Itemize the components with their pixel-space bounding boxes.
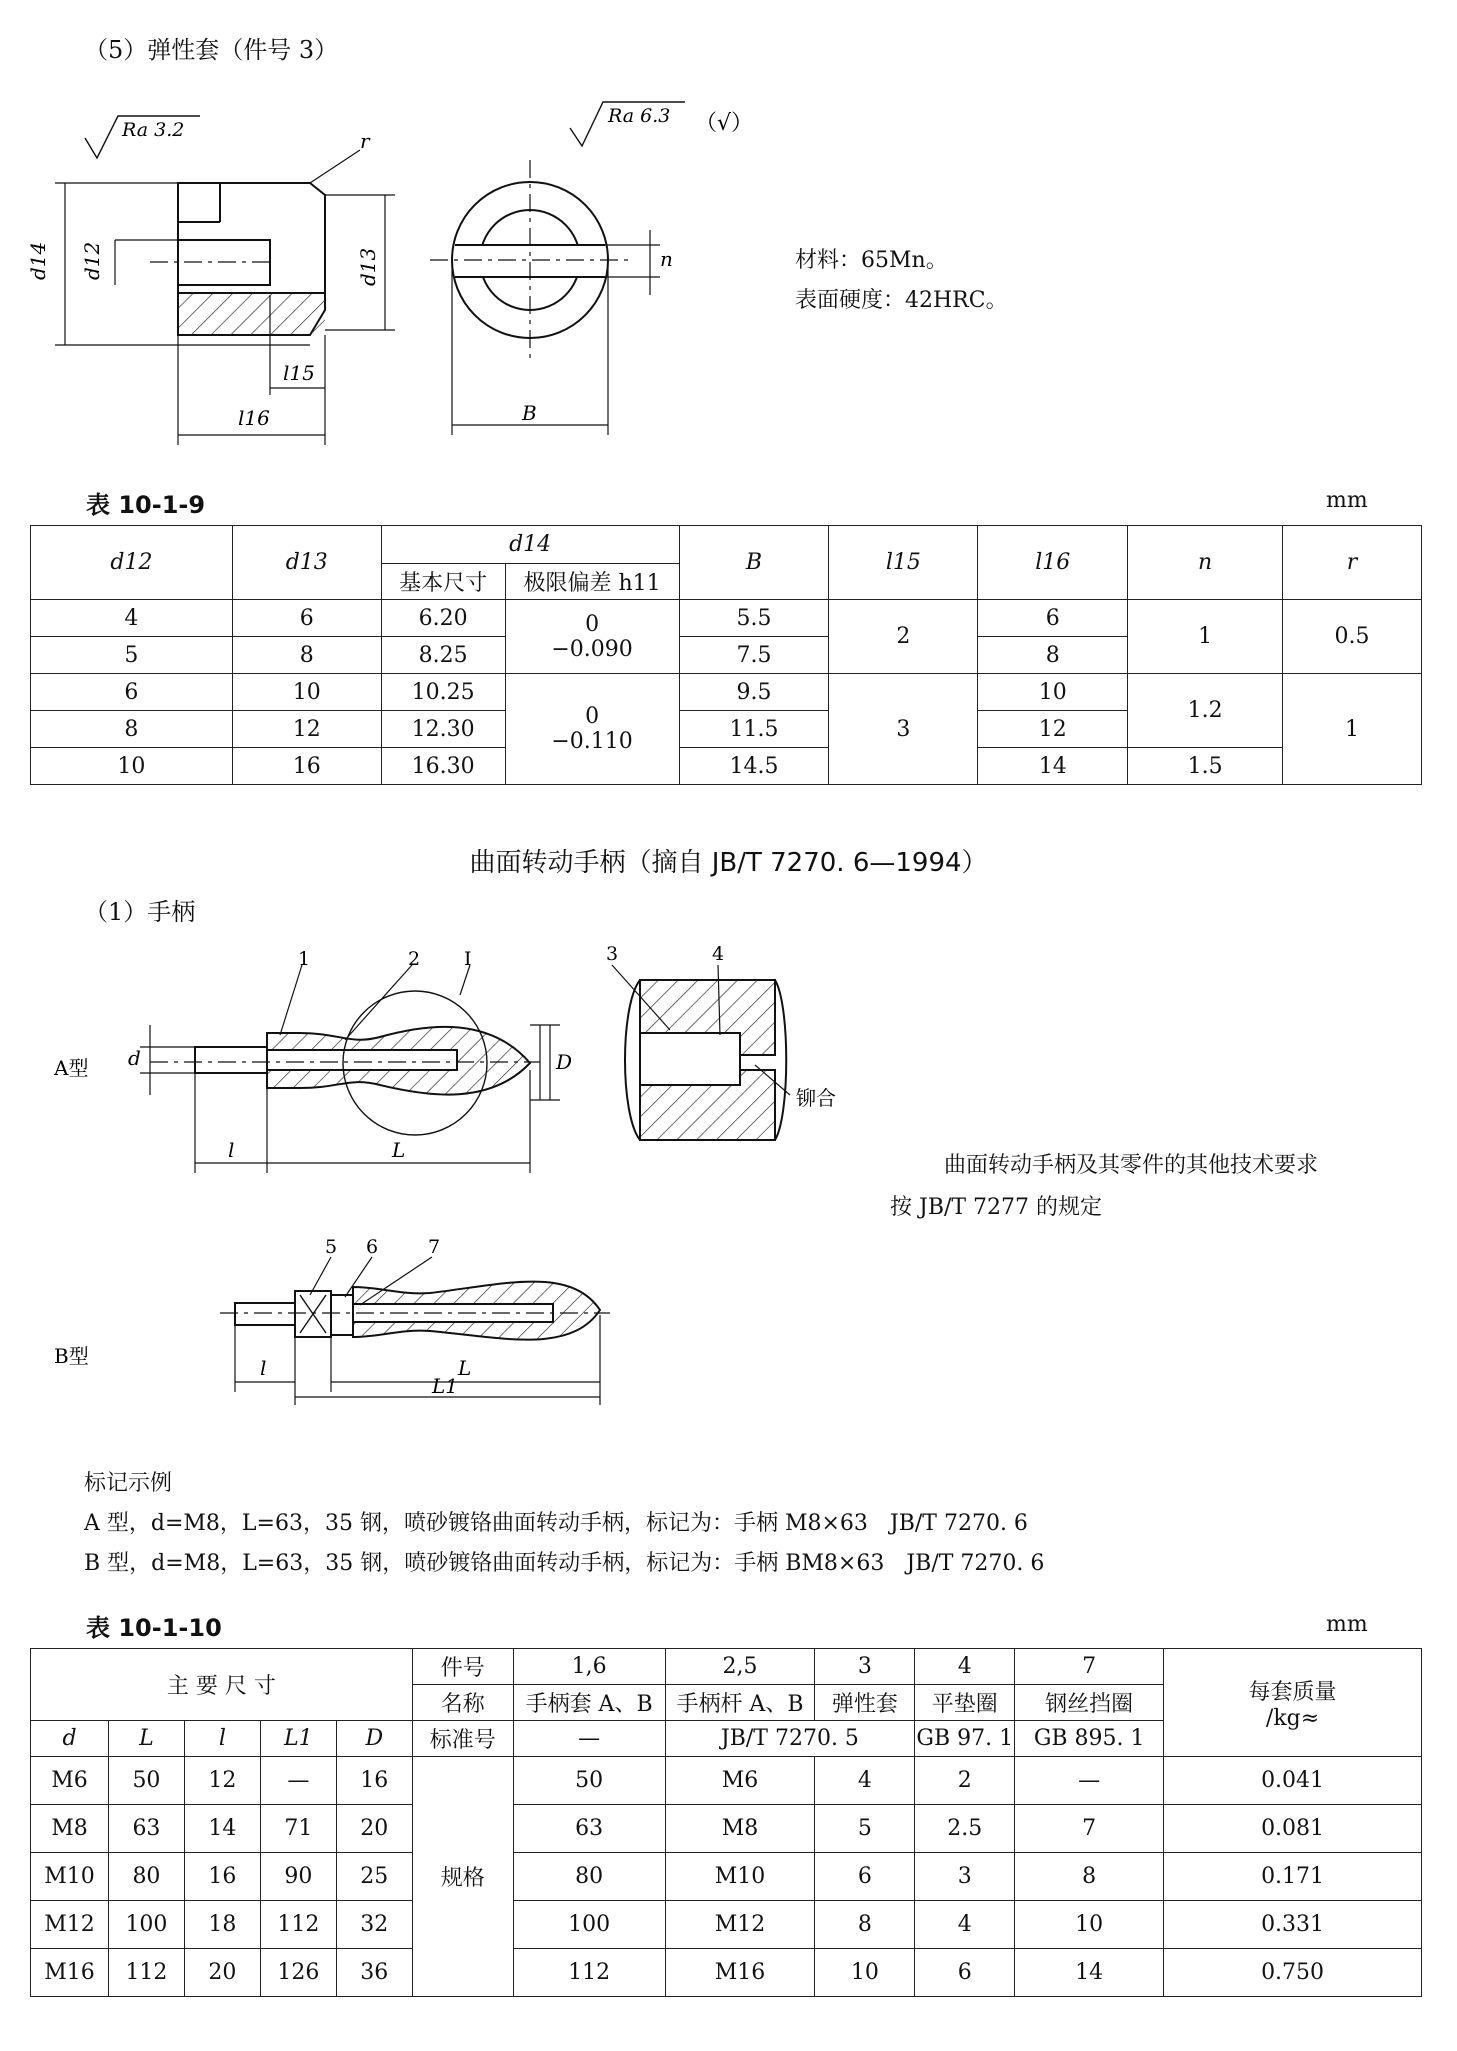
tech-note-line1: 曲面转动手柄及其零件的其他技术要求 (944, 1153, 1319, 1178)
cell: 3 (915, 1853, 1015, 1901)
cell: 16 (336, 1757, 412, 1805)
cell: 112 (108, 1949, 184, 1997)
cell: 112 (260, 1901, 336, 1949)
cell: 0.331 (1164, 1901, 1422, 1949)
dim-d13: d13 (356, 247, 380, 286)
th-std-no: 标准号 (412, 1721, 513, 1757)
cell: 100 (108, 1901, 184, 1949)
cell: M6 (665, 1757, 815, 1805)
th-d13: d13 (232, 526, 381, 600)
cell: 14 (184, 1805, 260, 1853)
table1-title: 表 10-1-9 (86, 491, 206, 519)
cell: 2 (915, 1757, 1015, 1805)
cell: 4 (915, 1901, 1015, 1949)
marking-examples (84, 1464, 1044, 1584)
table2-title: 表 10-1-10 (86, 1614, 222, 1642)
cell-r-a: 0.5 (1283, 600, 1422, 674)
cell-l15-a: 2 (829, 600, 978, 674)
th-l15: l15 (829, 526, 978, 600)
part-name: 手柄杆 A、B (665, 1685, 815, 1721)
table-10-1-10 (30, 1648, 1422, 1997)
section-handle: （1）手柄 (84, 898, 196, 926)
cell: 0.041 (1164, 1757, 1422, 1805)
th-basic-size: 基本尺寸 (381, 564, 505, 600)
part-label-5: 5 (325, 1236, 338, 1258)
th-name: 名称 (412, 1685, 513, 1721)
cell: 63 (513, 1805, 665, 1853)
cell: 16 (232, 748, 381, 785)
part-std: JB/T 7270. 5 (665, 1721, 915, 1757)
cell: 0.081 (1164, 1805, 1422, 1853)
cell: 0.750 (1164, 1949, 1422, 1997)
dim-d12: d12 (80, 241, 104, 280)
cell: 20 (336, 1805, 412, 1853)
ra-label-1: Ra 3.2 (122, 119, 185, 141)
cell: 80 (513, 1853, 665, 1901)
part-label-7: 7 (428, 1236, 441, 1258)
cell: 8 (978, 637, 1128, 674)
part-no: 2,5 (665, 1649, 815, 1685)
cell: 50 (513, 1757, 665, 1805)
cell: M8 (665, 1805, 815, 1853)
marking-line-b: B 型，d=M8，L=63，35 钢，喷砂镀铬曲面转动手柄，标记为：手柄 BM8×63 JB/T 7270. 6 (84, 1551, 1045, 1576)
cell: 12 (978, 711, 1128, 748)
th-d14: d14 (381, 526, 679, 564)
cell: 63 (108, 1805, 184, 1853)
cell: 100 (513, 1901, 665, 1949)
hardness-note: 表面硬度：42HRC。 (795, 288, 1008, 313)
cell: 32 (336, 1901, 412, 1949)
part-name: 手柄套 A、B (513, 1685, 665, 1721)
cell: 10 (978, 674, 1128, 711)
cell: — (260, 1757, 336, 1805)
th-D: D (336, 1721, 412, 1757)
detail-label: Ⅰ (464, 948, 472, 970)
cell-n-b: 1.2 (1128, 674, 1283, 748)
cell: 14 (978, 748, 1128, 785)
dim-L1: L1 (432, 1374, 459, 1398)
ra-label-2: Ra 6.3 (608, 105, 671, 127)
cell: M16 (665, 1949, 815, 1997)
cell: M8 (31, 1805, 109, 1853)
part-label-6: 6 (366, 1236, 379, 1258)
cell: 0.171 (1164, 1853, 1422, 1901)
section-elastic-sleeve: （5）弹性套（件号 3） (84, 36, 339, 64)
type-a-label: A型 (54, 1056, 89, 1080)
cell: 6 (978, 600, 1128, 637)
cell: 20 (184, 1949, 260, 1997)
dim-B: B (522, 401, 537, 425)
cell: 18 (184, 1901, 260, 1949)
cell: 16 (184, 1853, 260, 1901)
cell: 10 (31, 748, 233, 785)
cell: 8 (1015, 1853, 1164, 1901)
part-name: 钢丝挡圈 (1015, 1685, 1164, 1721)
dim-L-a: L (392, 1138, 406, 1162)
cell-n-a: 1 (1128, 600, 1283, 674)
table1-unit: mm (1326, 488, 1368, 513)
cell-tol-a: 0 −0.090 (505, 600, 679, 674)
cell: 80 (108, 1853, 184, 1901)
dim-d14: d14 (26, 241, 50, 280)
part-name: 平垫圈 (915, 1685, 1015, 1721)
material-note: 材料：65Mn。 (795, 248, 948, 273)
type-b-label: B型 (54, 1344, 89, 1368)
cell: 10.25 (381, 674, 505, 711)
part-std: GB 895. 1 (1015, 1721, 1164, 1757)
th-part-no: 件号 (412, 1649, 513, 1685)
part-no: 4 (915, 1649, 1015, 1685)
cell: 6 (232, 600, 381, 637)
cell: 16.30 (381, 748, 505, 785)
cell: 12 (232, 711, 381, 748)
cell: M16 (31, 1949, 109, 1997)
dim-d: d (128, 1046, 141, 1070)
cell: M6 (31, 1757, 109, 1805)
th-mass: 每套质量 /kg≈ (1164, 1649, 1422, 1757)
cell: 4 (815, 1757, 915, 1805)
dim-D: D (556, 1050, 573, 1074)
th-l: l (184, 1721, 260, 1757)
cell: M10 (31, 1853, 109, 1901)
dim-l-b: l (260, 1356, 267, 1380)
part-no: 3 (815, 1649, 915, 1685)
cell: 5 (815, 1805, 915, 1853)
cell: 25 (336, 1853, 412, 1901)
cell-n-c: 1.5 (1128, 748, 1283, 785)
dim-l16: l16 (238, 406, 270, 430)
cell: 10 (232, 674, 381, 711)
part-no: 1,6 (513, 1649, 665, 1685)
cell: 10 (815, 1949, 915, 1997)
cell: 11.5 (679, 711, 829, 748)
th-d12: d12 (31, 526, 233, 600)
cell: 2.5 (915, 1805, 1015, 1853)
part-label-3: 3 (606, 945, 619, 965)
th-B: B (679, 526, 829, 600)
part-no: 7 (1015, 1649, 1164, 1685)
cell: 5 (31, 637, 233, 674)
cell: 8 (31, 711, 233, 748)
cell: 10 (1015, 1901, 1164, 1949)
cell: M12 (665, 1901, 815, 1949)
th-spec: 规格 (412, 1757, 513, 1997)
cell: 8 (815, 1901, 915, 1949)
table2-unit: mm (1326, 1612, 1368, 1637)
cell: 6 (815, 1853, 915, 1901)
cell: 36 (336, 1949, 412, 1997)
cell: 7.5 (679, 637, 829, 674)
cell-l15-b: 3 (829, 674, 978, 785)
cell: 9.5 (679, 674, 829, 711)
cell: 50 (108, 1757, 184, 1805)
cell: 6 (31, 674, 233, 711)
dim-l15: l15 (283, 361, 315, 385)
elastic-sleeve-drawing (0, 90, 1457, 470)
cell: M12 (31, 1901, 109, 1949)
tech-note-line2: 按 JB/T 7277 的规定 (890, 1195, 1103, 1220)
cell: 8.25 (381, 637, 505, 674)
cell: 12.30 (381, 711, 505, 748)
cell: 90 (260, 1853, 336, 1901)
th-L: L (108, 1721, 184, 1757)
marking-heading: 标记示例 (84, 1471, 173, 1496)
cell: M10 (665, 1853, 815, 1901)
th-tolerance: 极限偏差 h11 (505, 564, 679, 600)
cell: 126 (260, 1949, 336, 1997)
cell: 7 (1015, 1805, 1164, 1853)
cell: — (1015, 1757, 1164, 1805)
part-std: — (513, 1721, 665, 1757)
cell: 6.20 (381, 600, 505, 637)
cell: 5.5 (679, 600, 829, 637)
th-d: d (31, 1721, 109, 1757)
cell: 12 (184, 1757, 260, 1805)
th-l16: l16 (978, 526, 1128, 600)
th-n: n (1128, 526, 1283, 600)
dim-l-a: l (228, 1138, 235, 1162)
th-L1: L1 (260, 1721, 336, 1757)
th-r: r (1283, 526, 1422, 600)
th-main-dims: 主 要 尺 寸 (31, 1649, 413, 1721)
cell: 8 (232, 637, 381, 674)
cell-tol-b: 0 −0.110 (505, 674, 679, 785)
dim-L-b: L (458, 1356, 472, 1380)
cell: 4 (31, 600, 233, 637)
cell: 14.5 (679, 748, 829, 785)
table-10-1-9 (30, 525, 1422, 785)
cell-r-b: 1 (1283, 674, 1422, 785)
part-name: 弹性套 (815, 1685, 915, 1721)
cell: 14 (1015, 1949, 1164, 1997)
marking-line-a: A 型，d=M8，L=63，35 钢，喷砂镀铬曲面转动手柄，标记为：手柄 M8×63 JB/T 7270. 6 (84, 1511, 1028, 1536)
part-label-2: 2 (408, 948, 421, 970)
dim-r: r (360, 129, 370, 153)
part-std: GB 97. 1 (915, 1721, 1015, 1757)
dim-n: n (660, 247, 673, 271)
check-mark: （√） (695, 111, 754, 136)
part-label-1: 1 (298, 948, 311, 970)
cell: 112 (513, 1949, 665, 1997)
cell: 6 (915, 1949, 1015, 1997)
cell: 71 (260, 1805, 336, 1853)
main-title: 曲面转动手柄（摘自 JB/T 7270. 6—1994） (469, 848, 988, 878)
part-label-4: 4 (712, 945, 725, 965)
rivet-label: 铆合 (796, 1086, 836, 1110)
